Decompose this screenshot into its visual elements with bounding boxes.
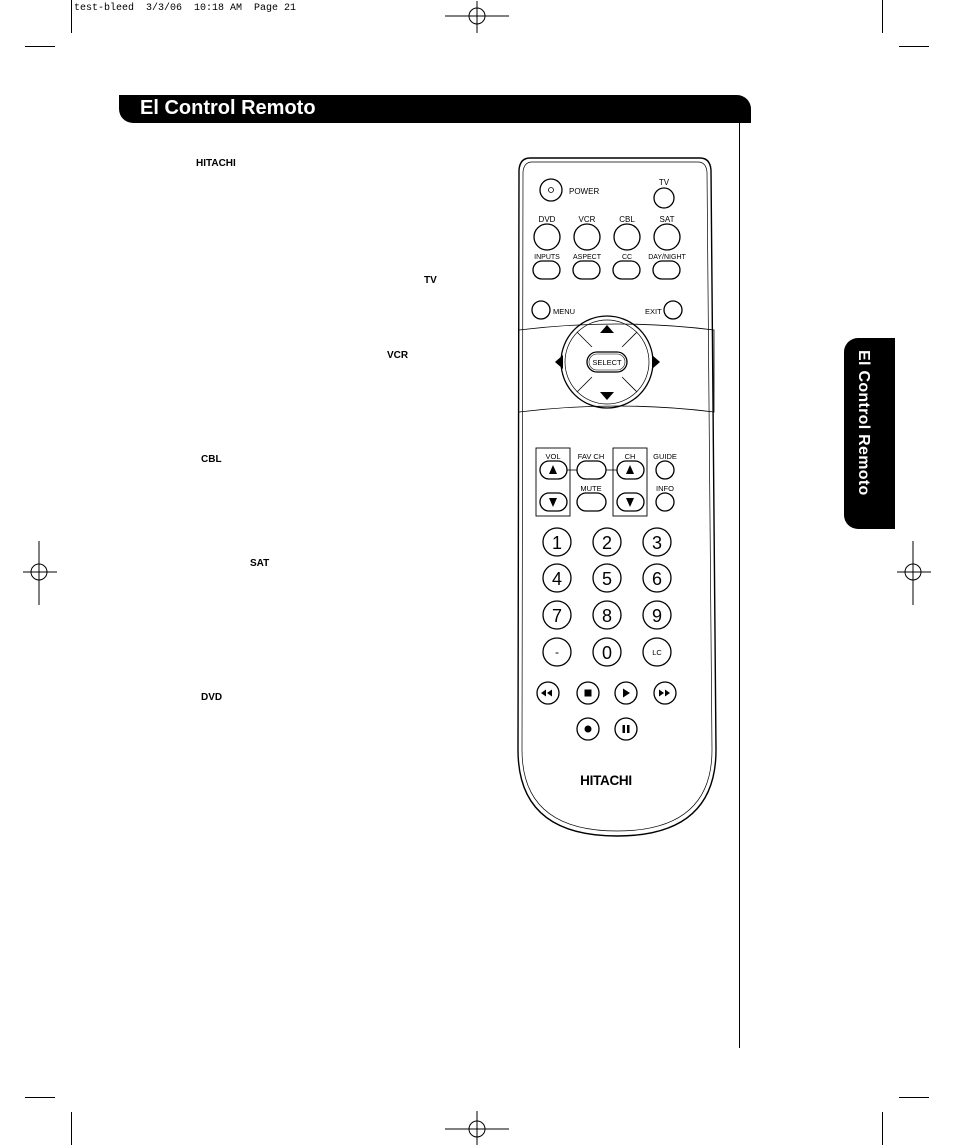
fast-forward-icon xyxy=(659,690,670,697)
rewind-icon xyxy=(541,690,552,697)
key-6: 6 xyxy=(651,569,663,589)
section-title: El Control Remoto xyxy=(140,97,316,119)
left-arrow-icon xyxy=(555,355,563,369)
info-label: INFO xyxy=(656,484,674,493)
label-dvd: DVD xyxy=(201,692,223,703)
power-label: POWER xyxy=(569,187,600,196)
key-0: 0 xyxy=(601,643,613,663)
key-5: 5 xyxy=(601,569,613,589)
printer-slug: test-bleed 3/3/06 10:18 AM Page 21 xyxy=(74,3,297,14)
ch-label: CH xyxy=(624,452,636,461)
crop-mark xyxy=(899,46,929,47)
registration-mark xyxy=(23,541,57,605)
side-tab xyxy=(844,338,895,529)
mute-button xyxy=(577,493,606,511)
exit-label: EXIT xyxy=(645,307,662,316)
key-3: 3 xyxy=(651,533,663,553)
label-tv: TV xyxy=(424,275,437,286)
crop-mark xyxy=(882,1112,883,1145)
inputs-label: INPUTS xyxy=(534,254,560,261)
key-2: 2 xyxy=(601,533,613,553)
registration-mark xyxy=(897,541,931,605)
ch-up-icon xyxy=(626,465,634,474)
fav-ch-label: FAV CH xyxy=(577,452,605,461)
exit-button xyxy=(664,301,682,319)
key-8: 8 xyxy=(601,606,613,626)
fav-ch-button xyxy=(577,461,606,479)
label-hitachi: HITACHI xyxy=(196,158,236,169)
down-arrow-icon xyxy=(600,392,614,400)
vcr-label: VCR xyxy=(578,215,596,224)
aspect-button xyxy=(573,261,600,279)
select-label: SELECT xyxy=(592,358,622,367)
crop-mark xyxy=(25,46,55,47)
sat-label: SAT xyxy=(659,215,675,224)
crop-mark xyxy=(71,1112,72,1145)
sat-button xyxy=(654,224,680,250)
cc-label: CC xyxy=(621,254,633,261)
label-sat: SAT xyxy=(250,558,270,569)
nav-band xyxy=(519,324,714,412)
mute-label: MUTE xyxy=(580,484,602,493)
inputs-button xyxy=(533,261,560,279)
guide-button xyxy=(656,461,674,479)
tv-button xyxy=(654,188,674,208)
crop-mark xyxy=(25,1097,55,1098)
info-button xyxy=(656,493,674,511)
day-night-button xyxy=(653,261,680,279)
up-arrow-icon xyxy=(600,325,614,333)
crop-mark xyxy=(71,0,72,33)
record-icon xyxy=(585,726,592,733)
key-dash: - xyxy=(555,645,559,659)
remote-brand-logo: HITACHI xyxy=(580,773,632,788)
tv-label: TV xyxy=(658,178,670,187)
pause-button xyxy=(615,718,637,740)
crop-mark xyxy=(899,1097,929,1098)
crop-mark xyxy=(882,0,883,33)
cbl-label: CBL xyxy=(619,215,635,224)
vol-label: VOL xyxy=(545,452,561,461)
key-7: 7 xyxy=(551,606,563,626)
right-arrow-icon xyxy=(652,355,660,369)
stop-icon xyxy=(585,690,592,697)
menu-label: MENU xyxy=(553,307,576,316)
vol-up-icon xyxy=(549,465,557,474)
play-icon xyxy=(623,689,630,698)
menu-button xyxy=(532,301,550,319)
aspect-label: ASPECT xyxy=(572,254,602,261)
remote-control-illustration xyxy=(510,152,724,840)
power-icon xyxy=(549,188,554,193)
cbl-button xyxy=(614,224,640,250)
label-vcr: VCR xyxy=(387,350,409,361)
key-4: 4 xyxy=(551,569,563,589)
vcr-button xyxy=(574,224,600,250)
label-cbl: CBL xyxy=(201,454,222,465)
cc-button xyxy=(613,261,640,279)
key-9: 9 xyxy=(651,606,663,626)
guide-label: GUIDE xyxy=(653,452,677,461)
dvd-button xyxy=(534,224,560,250)
vol-down-icon xyxy=(549,498,557,507)
side-tab-label: El Control Remoto xyxy=(855,350,872,496)
day-night-label: DAY/NIGHT xyxy=(648,254,686,261)
registration-mark xyxy=(445,1,509,33)
ch-down-icon xyxy=(626,498,634,507)
registration-mark xyxy=(445,1111,509,1145)
section-header xyxy=(119,95,751,123)
dvd-label: DVD xyxy=(538,215,556,224)
key-lc: LC xyxy=(652,648,662,657)
power-button xyxy=(540,179,562,201)
column-rule xyxy=(739,123,740,1048)
pause-icon xyxy=(623,725,630,733)
key-1: 1 xyxy=(551,533,563,553)
